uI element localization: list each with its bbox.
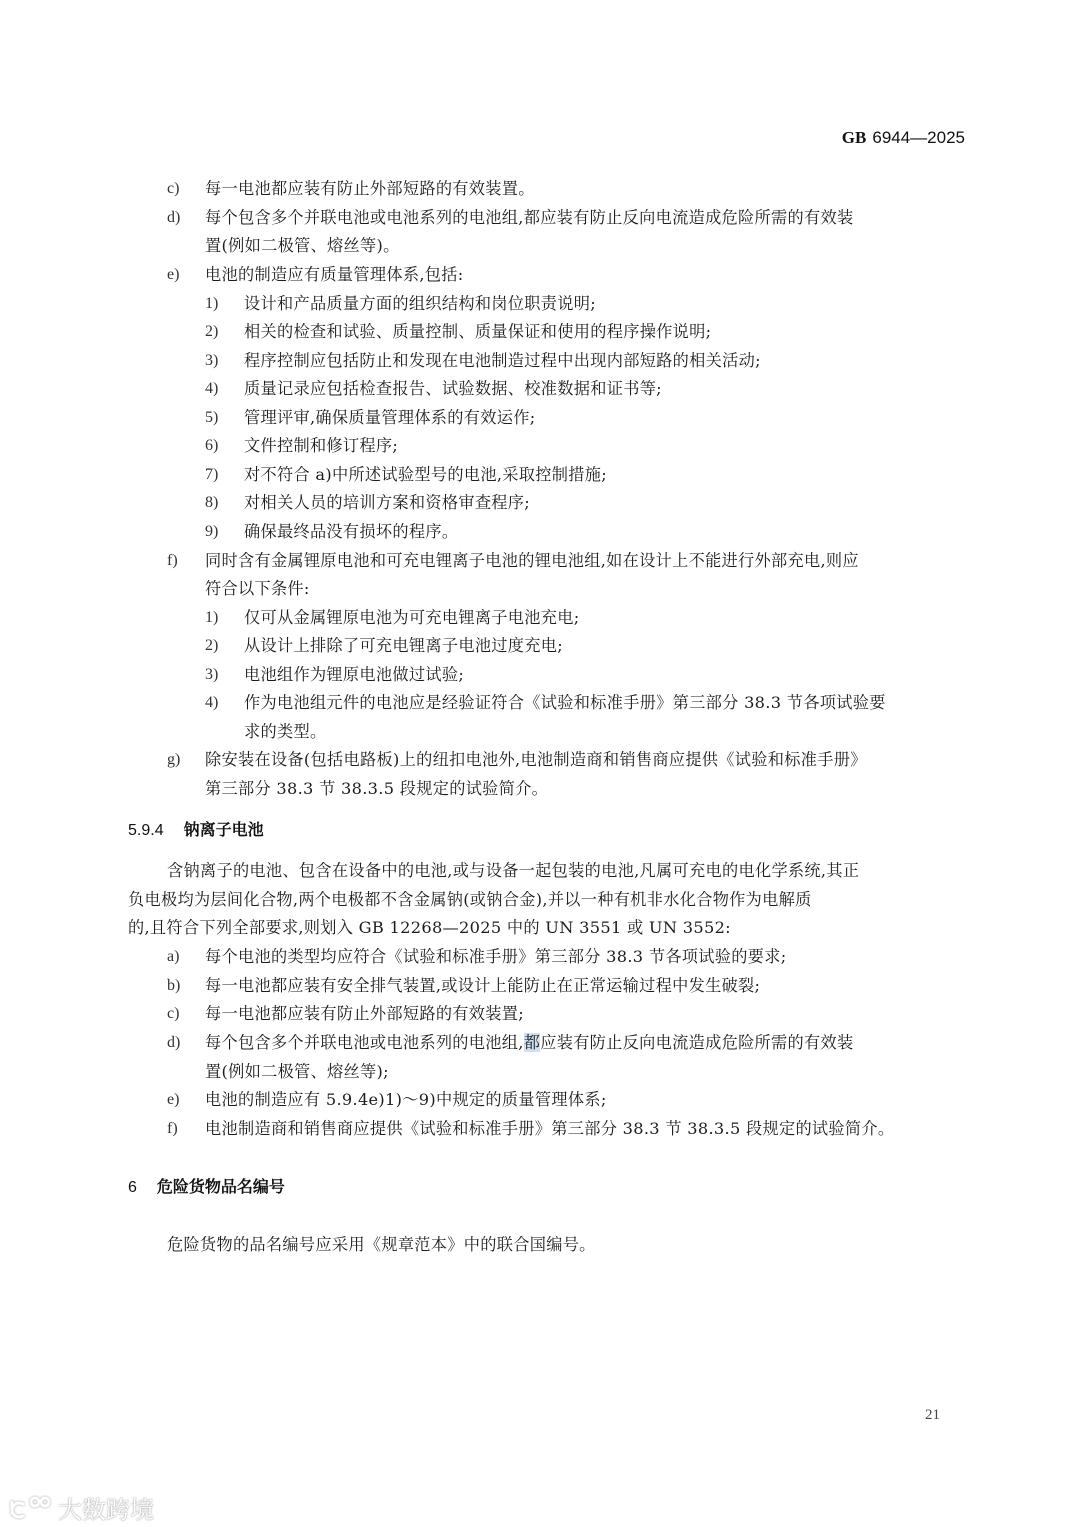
sublist-marker: 7) xyxy=(205,466,219,483)
list-marker: f) xyxy=(167,552,178,569)
list-marker: b) xyxy=(167,977,181,994)
list-item-text: 每个包含多个并联电池或电池系列的电池组,都应装有防止反向电流造成危险所需的有效装 xyxy=(205,208,854,227)
sublist-item-text: 从设计上排除了可充电锂离子电池过度充电; xyxy=(244,636,564,655)
sublist-item-text: 对不符合 a)中所述试验型号的电池,采取控制措施; xyxy=(244,465,607,484)
list-marker: c) xyxy=(167,180,180,197)
sublist-item-text: 作为电池组元件的电池应是经验证符合《试验和标准手册》第三部分 38.3 节各项试验要 xyxy=(244,693,886,712)
watermark xyxy=(8,1490,154,1525)
list-marker: g) xyxy=(167,751,181,768)
list-item-text: 电池的制造应有 5.9.4e)1)～9)中规定的质量管理体系; xyxy=(205,1090,607,1109)
text-segment: 每个包含多个并联电池或电池系列的电池组, xyxy=(205,1033,524,1052)
paragraph-line: 的,且符合下列全部要求,则划入 GB 12268—2025 中的 UN 3551 或 UN 3552: xyxy=(128,918,731,937)
sublist-item-text: 质量记录应包括检查报告、试验数据、校准数据和证书等; xyxy=(244,379,662,398)
sublist-marker: 4) xyxy=(205,694,219,711)
sublist-marker: 6) xyxy=(205,437,219,454)
sublist-item-text: 管理评审,确保质量管理体系的有效运作; xyxy=(244,408,536,427)
sublist-marker: 8) xyxy=(205,494,219,511)
list-marker: e) xyxy=(167,1091,180,1108)
paragraph-line: 含钠离子的电池、包含在设备中的电池,或与设备一起包装的电池,凡属可充电的电化学系统,其正 xyxy=(167,861,860,880)
paragraph-line: 危险货物的品名编号应采用《规章范本》中的联合国编号。 xyxy=(167,1235,596,1254)
list-marker: f) xyxy=(167,1120,178,1137)
list-item-text-cont: 第三部分 38.3 节 38.3.5 段规定的试验简介。 xyxy=(205,779,549,798)
section-title: 危险货物品名编号 xyxy=(156,1177,285,1196)
sublist-item-text: 电池组作为锂原电池做过试验; xyxy=(244,665,465,684)
watermark-text: 大数跨境 xyxy=(58,1496,154,1524)
list-item-text: 每一电池都应装有防止外部短路的有效装置。 xyxy=(205,179,535,198)
list-marker: e) xyxy=(167,266,180,283)
sublist-marker: 5) xyxy=(205,409,219,426)
sublist-marker: 2) xyxy=(205,637,219,654)
list-item-text: 每一电池都应装有防止外部短路的有效装置; xyxy=(205,1004,525,1023)
sublist-item-text: 确保最终品没有损坏的程序。 xyxy=(244,522,459,541)
sublist-marker: 9) xyxy=(205,523,219,540)
section-heading-6 xyxy=(128,1177,285,1198)
dashu-logo-icon xyxy=(8,1495,52,1521)
section-number: 6 xyxy=(128,1179,137,1196)
text-selection-highlight[interactable]: 都 xyxy=(523,1033,541,1052)
page-number: 21 xyxy=(925,1407,940,1423)
sublist-item-text: 设计和产品质量方面的组织结构和岗位职责说明; xyxy=(244,294,596,313)
list-marker: d) xyxy=(167,1034,181,1051)
sublist-item-text: 对相关人员的培训方案和资格审查程序; xyxy=(244,493,531,512)
list-item-text: 电池的制造应有质量管理体系,包括: xyxy=(205,265,464,284)
list-marker: c) xyxy=(167,1005,180,1022)
section-title: 钠离子电池 xyxy=(183,820,264,839)
sublist-item-text: 文件控制和修订程序; xyxy=(244,436,399,455)
list-item-text: 除安装在设备(包括电路板)上的纽扣电池外,电池制造商和销售商应提供《试验和标准手册》 xyxy=(205,750,867,769)
section-number: 5.9.4 xyxy=(128,822,164,839)
sublist-item-text: 仅可从金属锂原电池为可充电锂离子电池充电; xyxy=(244,608,580,627)
list-item-text-cont: 置(例如二极管、熔丝等)。 xyxy=(205,236,400,255)
list-item-text xyxy=(205,1033,853,1053)
standard-number xyxy=(842,128,965,148)
section-heading-5-9-4 xyxy=(128,820,264,841)
sublist-item-text-cont: 求的类型。 xyxy=(244,722,327,741)
sublist-marker: 4) xyxy=(205,380,219,397)
standard-prefix: GB xyxy=(841,128,867,147)
sublist-marker: 1) xyxy=(205,295,219,312)
sublist-marker: 3) xyxy=(205,666,219,683)
sublist-marker: 1) xyxy=(205,609,219,626)
list-item-text: 每个电池的类型均应符合《试验和标准手册》第三部分 38.3 节各项试验的要求; xyxy=(205,947,787,966)
paragraph-line: 负电极均为层间化合物,两个电极都不含金属钠(或钠合金),并以一种有机非水化合物作为电解质 xyxy=(128,890,812,909)
list-item-text: 每一电池都应装有安全排气装置,或设计上能防止在正常运输过程中发生破裂; xyxy=(205,976,761,995)
list-marker: d) xyxy=(167,209,181,226)
list-item-text: 电池制造商和销售商应提供《试验和标准手册》第三部分 38.3 节 38.3.5 段规定的试验简介。 xyxy=(205,1119,895,1138)
text-segment: 应装有防止反向电流造成危险所需的有效装 xyxy=(540,1033,854,1052)
sublist-item-text: 相关的检查和试验、质量控制、质量保证和使用的程序操作说明; xyxy=(244,322,712,341)
sublist-item-text: 程序控制应包括防止和发现在电池制造过程中出现内部短路的相关活动; xyxy=(244,351,761,370)
standard-code: 6944—2025 xyxy=(872,128,965,147)
sublist-marker: 2) xyxy=(205,323,219,340)
list-item-text: 同时含有金属锂原电池和可充电锂离子电池的锂电池组,如在设计上不能进行外部充电,则应 xyxy=(205,551,859,570)
list-item-text-cont: 置(例如二极管、熔丝等); xyxy=(205,1062,389,1081)
list-marker: a) xyxy=(167,948,180,965)
list-item-text-cont: 符合以下条件: xyxy=(205,579,310,598)
sublist-marker: 3) xyxy=(205,352,219,369)
